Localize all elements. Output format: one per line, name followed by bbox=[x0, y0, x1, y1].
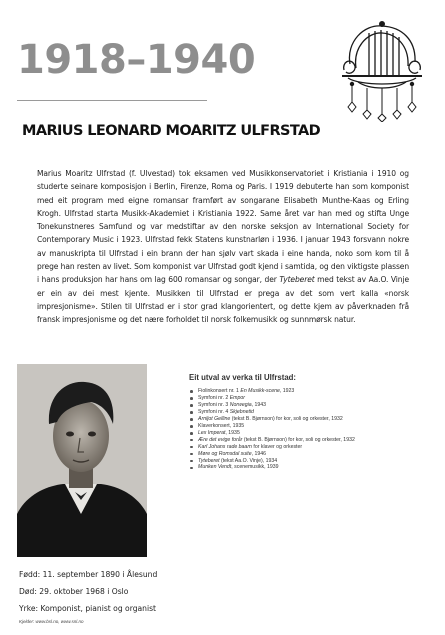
composer-name: MARIUS LEONARD MOARITZ ULFRSTAD bbox=[22, 123, 321, 139]
sources-note: Kjelder: www.bsl.no, www.snl.no bbox=[19, 619, 84, 624]
works-title: Eit utval av verka til Ulfrstad: bbox=[189, 373, 297, 382]
period-heading: 1918–1940 bbox=[17, 37, 256, 83]
works-list-item: Symfoni nr. 4 Skjebnetid bbox=[189, 409, 429, 416]
works-list-item: Tyteberet (tekst Aa.O. Vinje), 1934 bbox=[189, 458, 429, 465]
works-list bbox=[189, 388, 429, 471]
life-facts bbox=[19, 567, 319, 617]
biography-text-2: med tekst av Aa.O. Vinje er ein av dei mest kjente. Musikken til Ulfrstad er prega av det som vert kalla «norsk impresjonisme». Stilen til Ulfrstad er i stor grad klangorientert, og dette kjem av påverknaden frå fransk impresjonisme og det nære forholdet til norsk folkemusikk og sunnmørsk natur. bbox=[37, 275, 409, 325]
works-list-item: Munken Vendt, scenemusikk, 1939 bbox=[189, 464, 429, 471]
portrait-photo bbox=[17, 364, 147, 557]
biography-italic-title: Tyteberet bbox=[279, 275, 315, 285]
works-list-item: Symfoni nr. 3 Norwegia, 1943 bbox=[189, 402, 429, 409]
biography bbox=[37, 167, 409, 327]
works-list-item: Lex Imperat, 1935 bbox=[189, 430, 429, 437]
portrait-illustration bbox=[17, 364, 147, 557]
biography-text-1: Marius Moaritz Ulfrstad (f. Ulvestad) tok eksamen ved Musikkonservatoriet i Kristiania i 1910 og studerte seinare komposisjon i Berlin, Firenze, Roma og Paris. I 1919 debuterte han som komponist med eit program med eigne romansar framført av songarane Elisabeth Munthe-Kaas og Erling Krogh. Ulfrstad starta Musikk-Akademiet i Kristiania 1922. Same året var han med og stifta Unge Tonekunstneres Samfund og var medstiftar av den norske seksjon av International Society for Contemporary Music i 1923. Ulfrstad fekk Statens kunstnarløn i 1936. I januar 1943 forsvann nokre av manuskripta til Ulfrstad i ein brann der han sjølv vart skada i eine handa, noko som kom til å prege han resten av livet. Som komponist var Ulfrstad godt kjend i samtida, og den viktigste plassen i hans produksjon har hans om lag 600 romansar og songar, der bbox=[37, 169, 409, 285]
works-list-item: Fiolinkonsert nr. 1 En Musikk-scene, 1923 bbox=[189, 388, 429, 395]
birth-fact: Fødd: 11. september 1890 i Ålesund bbox=[19, 570, 158, 579]
works-list-item: Arnljot Gelline (tekst B. Bjørnson) for kor, soli og orkester, 1932 bbox=[189, 416, 429, 423]
works-list-item: Symfoni nr. 2 Empor bbox=[189, 395, 429, 402]
occupation-fact: Yrke: Komponist, pianist og organist bbox=[19, 603, 157, 613]
works-list-item: Ære det evige forår (tekst B. Bjørnson) for kor, soli og orkester, 1932 bbox=[189, 437, 429, 444]
biography-paragraph bbox=[37, 167, 409, 327]
works-list-item: Karl Johans rade baarn for klaver og orkester bbox=[189, 444, 429, 451]
harp-emblem-icon bbox=[336, 18, 428, 122]
works-section bbox=[189, 373, 429, 471]
works-list-item: Møre og Romsdal suite, 1946 bbox=[189, 451, 429, 458]
works-list-item: Klaverkonsert, 1935 bbox=[189, 423, 429, 430]
heading-divider bbox=[17, 100, 207, 101]
death-fact: Død: 29. oktober 1968 i Oslo bbox=[19, 586, 129, 596]
